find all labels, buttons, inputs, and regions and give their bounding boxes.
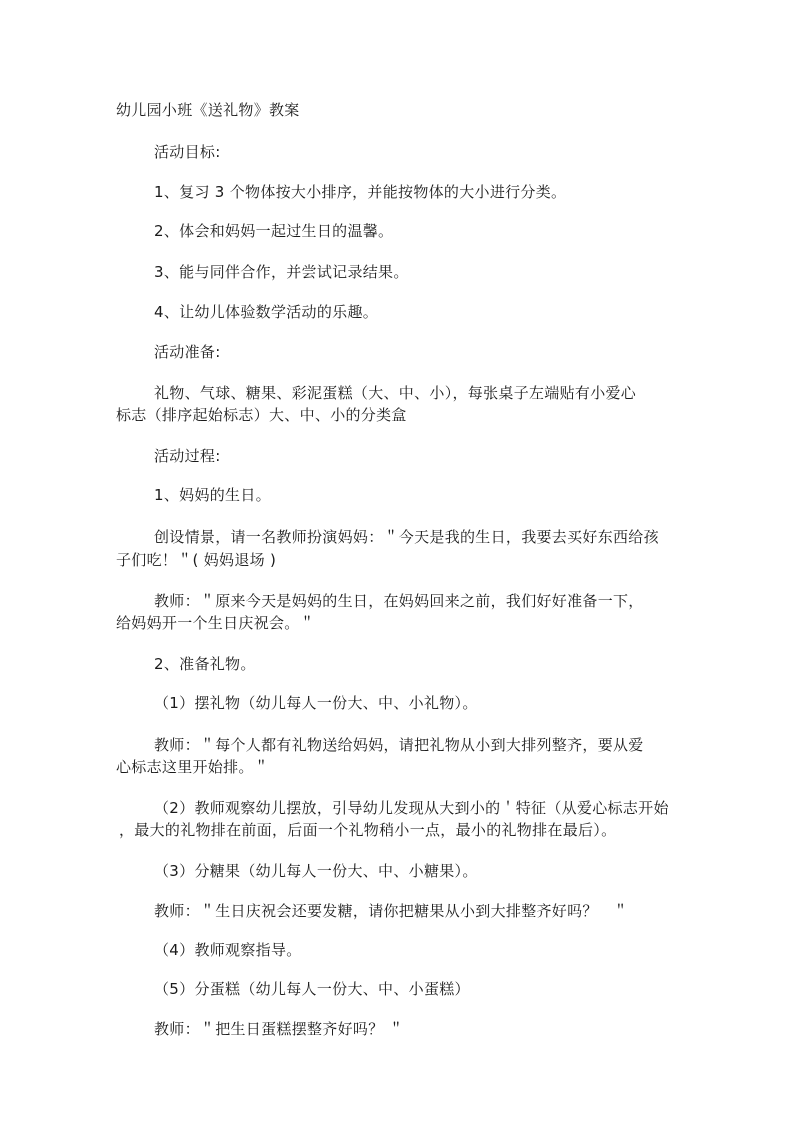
process-step-1: 1、妈妈的生日。 [154, 486, 271, 504]
section-heading-process: 活动过程: [154, 447, 221, 465]
paragraph-line: 心标志这里开始排。＂ [116, 758, 270, 776]
paragraph-line: 教师：＂原来今天是妈妈的生日，在妈妈回来之前，我们好好准备一下， [154, 592, 644, 610]
sub-step-1: （1）摆礼物（幼儿每人一份大、中、小礼物）。 [154, 694, 478, 712]
preparation-text-line-2: 标志（排序起始标志）大、中、小的分类盒 [116, 406, 407, 424]
paragraph-line: 教师：＂每个人都有礼物送给妈妈，请把礼物从小到大排列整齐，要从爱 [154, 736, 644, 754]
preparation-text-line-1: 礼物、气球、糖果、彩泥蛋糕（大、中、小），每张桌子左端贴有小爱心 [154, 384, 637, 402]
sub-step-3: （3）分糖果（幼儿每人一份大、中、小糖果）。 [154, 862, 478, 880]
goal-item-4: 4、让幼儿体验数学活动的乐趣。 [154, 303, 379, 321]
goal-item-1: 1、复习 3 个物体按大小排序，并能按物体的大小进行分类。 [154, 183, 567, 201]
document-title: 幼儿园小班《送礼物》教案 [116, 101, 300, 119]
goal-item-2: 2、体会和妈妈一起过生日的温馨。 [154, 222, 394, 240]
paragraph-line: 创设情景，请一名教师扮演妈妈：＂今天是我的生日，我要去买好东西给孩 [154, 528, 659, 546]
process-step-2: 2、准备礼物。 [154, 655, 256, 673]
section-heading-preparation: 活动准备: [154, 343, 221, 361]
section-heading-goals: 活动目标: [154, 143, 221, 161]
paragraph-line: 给妈妈开一个生日庆祝会。＂ [116, 614, 315, 632]
paragraph-line: 教师：＂生日庆祝会还要发糖，请你把糖果从小到大排整齐好吗？ ＂ [154, 902, 629, 920]
paragraph-line: ，最大的礼物排在前面，后面一个礼物稍小一点，最小的礼物排在最后）。 [119, 821, 617, 839]
sub-step-4: （4）教师观察指导。 [154, 941, 302, 959]
paragraph-line: 子们吃！＂( 妈妈退场 ) [116, 551, 277, 569]
goal-item-3: 3、能与同伴合作，并尝试记录结果。 [154, 263, 409, 281]
paragraph-line: 教师：＂把生日蛋糕摆整齐好吗？ ＂ [154, 1020, 404, 1038]
sub-step-5: （5）分蛋糕（幼儿每人一份大、中、小蛋糕） [154, 980, 470, 998]
sub-step-2: （2）教师观察幼儿摆放，引导幼儿发现从大到小的＇特征（从爱心标志开始 [154, 799, 669, 817]
